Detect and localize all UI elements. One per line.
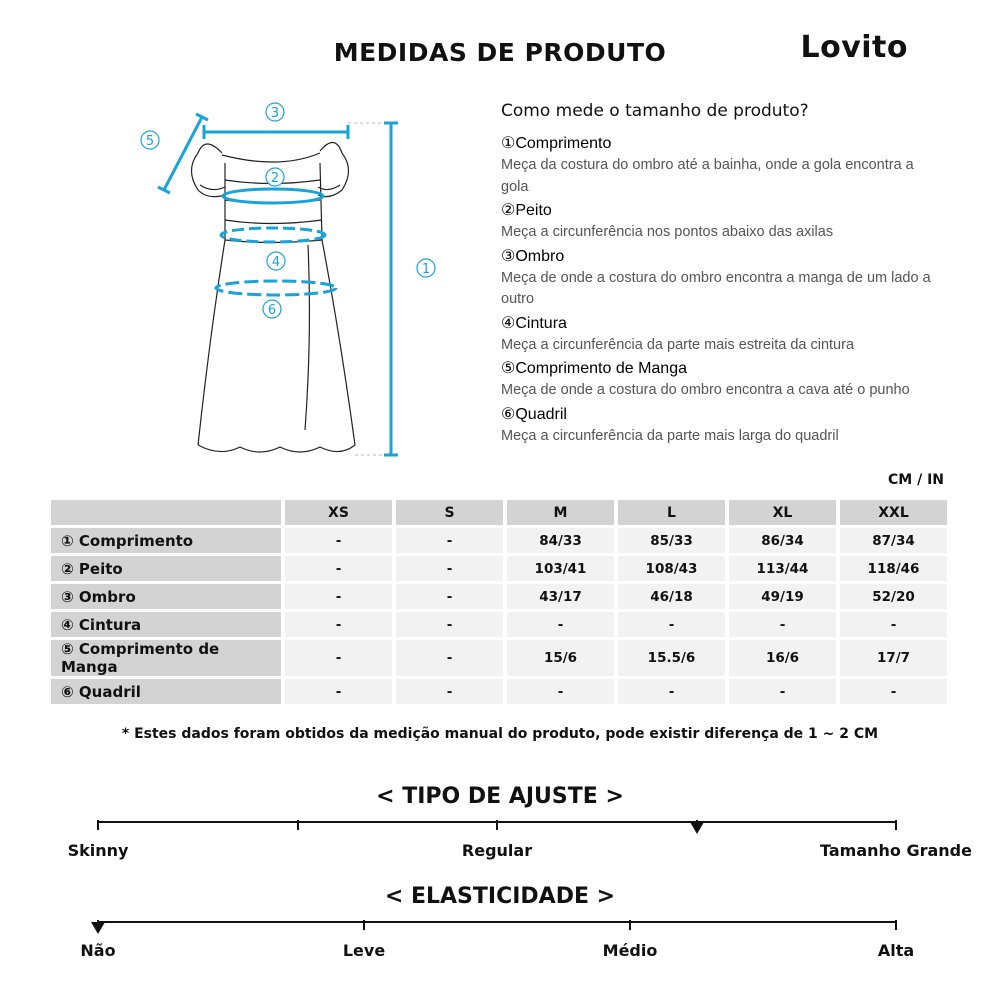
marker-2: 2 — [270, 171, 280, 186]
table-cell: - — [396, 584, 503, 609]
row-label: ① Comprimento — [51, 528, 281, 553]
table-cell: - — [729, 612, 836, 637]
guide-item — [501, 133, 941, 198]
guide-item — [501, 200, 941, 244]
table-cell: 108/43 — [618, 556, 725, 581]
table-cell: - — [618, 612, 725, 637]
table-row — [51, 679, 947, 704]
row-label: ② Peito — [51, 556, 281, 581]
size-header-m: M — [507, 500, 614, 525]
table-cell: - — [507, 679, 614, 704]
elasticity-title: < ELASTICIDADE > — [384, 884, 616, 909]
guide-item-description: Meça da costura do ombro até a bainha, onde a gola encontra a gola — [501, 157, 914, 195]
table-cell: - — [396, 612, 503, 637]
guide-item — [501, 404, 941, 448]
unit-label: CM / IN — [888, 472, 944, 488]
row-label: ④ Cintura — [51, 612, 281, 637]
fit-tick — [895, 820, 897, 830]
header-blank-cell — [51, 500, 281, 525]
guide-item-description: Meça a circunferência da parte mais estreita da cintura — [501, 336, 855, 353]
table-row — [51, 612, 947, 637]
row-label: ③ Ombro — [51, 584, 281, 609]
elasticity-tick — [363, 920, 365, 930]
table-cell: - — [396, 556, 503, 581]
guide-item-description: Meça a circunferência da parte mais larga do quadril — [501, 427, 839, 444]
table-cell: - — [507, 612, 614, 637]
guide-item-title: ⑤Comprimento de Manga — [501, 360, 687, 377]
elasticity-scale-line — [98, 921, 896, 923]
fit-tick — [97, 820, 99, 830]
elasticity-tick — [895, 920, 897, 930]
elasticity-label: Médio — [602, 941, 658, 960]
table-cell: 85/33 — [618, 528, 725, 553]
table-cell: 84/33 — [507, 528, 614, 553]
page-title: MEDIDAS DE PRODUTO — [333, 38, 667, 67]
size-header-xs: XS — [285, 500, 392, 525]
table-cell: - — [729, 679, 836, 704]
measurement-lines — [158, 114, 398, 455]
fit-tick — [496, 820, 498, 830]
table-cell: 118/46 — [840, 556, 947, 581]
table-cell: - — [285, 679, 392, 704]
table-cell: 86/34 — [729, 528, 836, 553]
table-cell: - — [396, 640, 503, 676]
guide-item — [501, 313, 941, 357]
table-cell: - — [285, 640, 392, 676]
table-row — [51, 556, 947, 581]
fit-tick — [297, 820, 299, 830]
elasticity-label: Não — [80, 941, 116, 960]
marker-1: 1 — [421, 262, 431, 277]
table-cell: 43/17 — [507, 584, 614, 609]
elasticity-marker — [91, 922, 105, 934]
fit-label: Regular — [461, 841, 533, 860]
size-header-l: L — [618, 500, 725, 525]
fit-marker — [690, 822, 704, 834]
fit-label: Tamanho Grande — [820, 841, 972, 860]
table-row — [51, 584, 947, 609]
guide-item-description: Meça de onde a costura do ombro encontra a cava até o punho — [501, 382, 910, 398]
table-row — [51, 640, 947, 676]
brand-logo: Lovito — [800, 30, 908, 65]
table-cell: 103/41 — [507, 556, 614, 581]
marker-6: 6 — [267, 303, 277, 318]
guide-item — [501, 246, 941, 311]
guide-item — [501, 358, 941, 402]
guide-item-title: ⑥Quadril — [501, 405, 567, 423]
marker-4: 4 — [271, 255, 281, 270]
fit-label: Skinny — [67, 841, 129, 860]
row-label: ⑤ Comprimento de Manga — [51, 640, 281, 676]
table-cell: 87/34 — [840, 528, 947, 553]
table-cell: 52/20 — [840, 584, 947, 609]
guide-item-description: Meça a circunferência nos pontos abaixo das axilas — [501, 224, 834, 240]
guide-item-title: ④Cintura — [501, 314, 567, 332]
table-cell: 17/7 — [840, 640, 947, 676]
table-cell: - — [840, 612, 947, 637]
elasticity-label: Leve — [342, 941, 386, 960]
table-cell: 15.5/6 — [618, 640, 725, 676]
guide-item-title: ①Comprimento — [501, 135, 612, 152]
row-label: ⑥ Quadril — [51, 679, 281, 704]
table-cell: 16/6 — [729, 640, 836, 676]
table-cell: - — [840, 679, 947, 704]
size-header-xxl: XXL — [840, 500, 947, 525]
table-cell: 49/19 — [729, 584, 836, 609]
table-row — [51, 528, 947, 553]
table-cell: - — [285, 584, 392, 609]
size-header-s: S — [396, 500, 503, 525]
size-table-header — [51, 500, 947, 525]
elasticity-label: Alta — [877, 941, 915, 960]
dress-measurement-diagram — [130, 95, 450, 465]
table-cell: - — [285, 528, 392, 553]
table-cell: - — [618, 679, 725, 704]
marker-3: 3 — [270, 106, 280, 121]
guide-item-title: ②Peito — [501, 202, 552, 219]
guide-item-title: ③Ombro — [501, 247, 565, 265]
fit-scale — [67, 820, 972, 870]
size-table — [47, 497, 951, 707]
table-cell: - — [285, 612, 392, 637]
table-cell: - — [396, 528, 503, 553]
guide-item-description: Meça de onde a costura do ombro encontra a manga de um lado a outro — [501, 269, 931, 307]
table-cell: 46/18 — [618, 584, 725, 609]
measure-guide-heading: Como mede o tamanho de produto? — [501, 101, 809, 121]
measure-guide — [501, 133, 941, 449]
elasticity-tick — [629, 920, 631, 930]
size-header-xl: XL — [729, 500, 836, 525]
table-cell: 113/44 — [729, 556, 836, 581]
guide-lines — [348, 123, 384, 455]
table-cell: 15/6 — [507, 640, 614, 676]
table-cell: - — [285, 556, 392, 581]
fit-title: < TIPO DE AJUSTE > — [376, 784, 624, 809]
table-cell: - — [396, 679, 503, 704]
elasticity-scale — [80, 920, 915, 970]
measurement-note: * Estes dados foram obtidos da medição manual do produto, pode existir diferença de 1 ~ 2 CM — [121, 726, 879, 742]
marker-5: 5 — [145, 134, 155, 149]
